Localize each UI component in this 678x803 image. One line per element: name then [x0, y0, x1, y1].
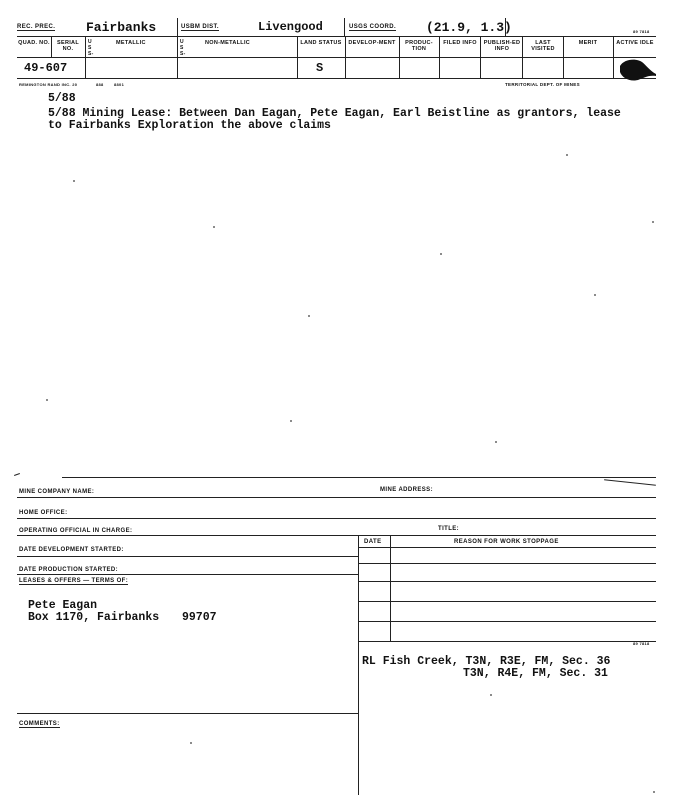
col-non-metallic: NON-METALLIC [205, 40, 251, 46]
speck [652, 221, 654, 223]
rec-prec-value: Fairbanks [86, 20, 157, 35]
speck [495, 441, 497, 443]
lessee-address: Box 1170, Fairbanks [28, 611, 160, 624]
form-code-top: 89 7818 [633, 29, 650, 34]
speck [290, 420, 292, 422]
col-merit: MERIT [578, 40, 598, 46]
note-line-3: to Fairbanks Exploration the above claims [48, 119, 331, 132]
speck [213, 226, 215, 228]
mine-address-label: MINE ADDRESS: [380, 487, 433, 493]
note-line-2: 5/88 Mining Lease: Between Dan Eagan, Pete Eagan, Earl Beistline as grantors, lease [48, 107, 621, 120]
ink-blot-mark [612, 56, 658, 86]
curl-mark-right [604, 479, 656, 485]
usgs-coord-value: (21.9, 1.3) [426, 20, 512, 35]
location-line-2: T3N, R4E, FM, Sec. 31 [463, 667, 608, 680]
printer-imprint: REMINGTON RAND INC. 20 [19, 82, 78, 87]
usbm-dist-value: Livengood [258, 20, 323, 34]
speck [46, 399, 48, 401]
speck [440, 253, 442, 255]
home-office-label: HOME OFFICE: [19, 510, 68, 516]
location-line-1: RL Fish Creek, T3N, R3E, FM, Sec. 36 [362, 655, 611, 668]
date-production-started-label: DATE PRODUCTION STARTED: [19, 567, 119, 573]
land-status-value: S [316, 61, 324, 75]
us-letters-metallic: U S S- [88, 39, 94, 57]
lessee-zip: 99707 [182, 611, 217, 624]
lessee-name: Pete Eagan [28, 599, 98, 612]
speck [653, 791, 655, 793]
leases-offers-label: LEASES & OFFERS — TERMS OF: [19, 578, 129, 584]
us-letters-nonmetallic: U S S- [180, 39, 186, 57]
col-serial-no: SERIAL NO. [57, 40, 79, 52]
speck [190, 742, 192, 744]
speck [308, 315, 310, 317]
speck [566, 154, 568, 156]
col-last-visited: LAST VISITED [531, 40, 555, 52]
col-production: PRODUC-TION [405, 40, 433, 52]
speck [490, 694, 492, 696]
title-label: TITLE: [438, 526, 460, 532]
col-quad-no: QUAD. NO. [18, 40, 50, 46]
col-land-status: LAND STATUS [300, 40, 342, 46]
quad-serial-value: 49-607 [24, 61, 68, 75]
usbm-dist-label: USBM DIST. [181, 24, 220, 30]
usgs-coord-label: USGS COORD. [349, 24, 397, 30]
rec-prec-label: REC. PREC. [17, 24, 56, 30]
curl-mark-left [14, 473, 20, 476]
comments-label: COMMENTS: [19, 721, 60, 727]
note-line-1: 5/88 [48, 92, 76, 105]
form-code-bottom: 89 7818 [633, 641, 650, 646]
col-filed-info: FILED INFO [443, 40, 477, 46]
col-published-info: PUBLISH-ED INFO [483, 40, 521, 52]
code-b: 8801 [114, 82, 125, 87]
reason-column-header: REASON FOR WORK STOPPAGE [454, 539, 559, 545]
date-column-header: DATE [364, 539, 382, 545]
col-metallic: METALLIC [116, 40, 146, 46]
operating-official-label: OPERATING OFFICIAL IN CHARGE: [19, 528, 133, 534]
col-development: DEVELOP-MENT [348, 40, 396, 46]
code-a: 888 [96, 82, 104, 87]
territorial-dept: TERRITORIAL DEPT. OF MINES [505, 82, 580, 87]
speck [594, 294, 596, 296]
col-active-idle: ACTIVE IDLE [616, 40, 654, 46]
speck [73, 180, 75, 182]
date-development-started-label: DATE DEVELOPMENT STARTED: [19, 547, 124, 553]
mine-company-name-label: MINE COMPANY NAME: [19, 489, 95, 495]
